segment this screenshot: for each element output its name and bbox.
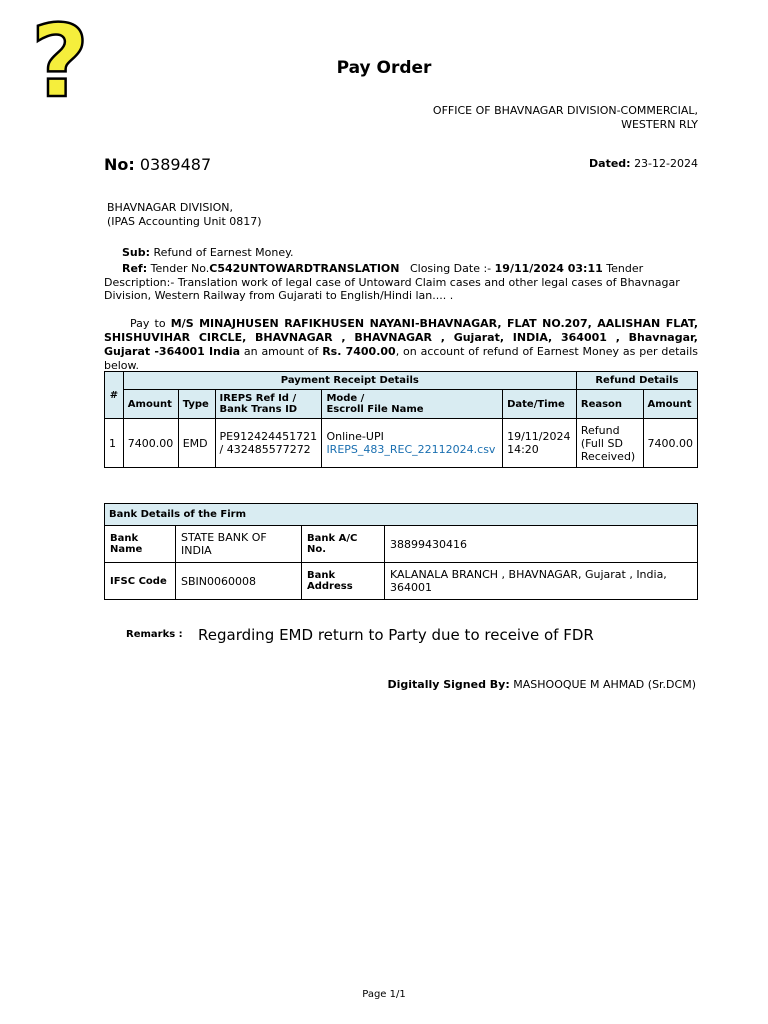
group-refund: Refund Details	[576, 372, 697, 390]
bank-account: 38899430416	[385, 526, 698, 563]
group-receipt: Payment Receipt Details	[123, 372, 576, 390]
escroll-file-link[interactable]: IREPS_483_REC_22112024.csv	[326, 443, 496, 456]
col-amount: Amount	[123, 390, 178, 419]
col-ireps: IREPS Ref Id / Bank Trans ID	[215, 390, 322, 419]
page-number: Page 1/1	[362, 989, 406, 1000]
col-reason: Reason	[576, 390, 643, 419]
page-title: Pay Order	[336, 58, 432, 78]
col-index: #	[105, 372, 124, 419]
digital-signature: Digitally Signed By: MASHOOQUE M AHMAD (Sr.DCM)	[387, 678, 696, 691]
col-datetime: Date/Time	[503, 390, 577, 419]
remarks-text: Regarding EMD return to Party due to receive of FDR	[198, 626, 594, 644]
remarks-label: Remarks :	[126, 629, 183, 640]
bank-details-table: Bank Details of the Firm Bank Name STATE BANK OF INDIA Bank A/C No. 38899430416 IFSC Code SBIN0060008 Bank Address KALANALA BRANCH , BHAVNAGAR, Gujarat , India, 364001	[104, 503, 698, 600]
col-refund-amount: Amount	[643, 390, 698, 419]
order-number: No: 0389487	[104, 155, 212, 174]
addressee: BHAVNAGAR DIVISION, (IPAS Accounting Unit 0817)	[107, 201, 262, 228]
payment-table	[104, 371, 698, 468]
bank-table-title: Bank Details of the Firm	[105, 504, 698, 526]
reference-block: Ref: Tender No.C542UNTOWARDTRANSLATION Closing Date :- 19/11/2024 03:11 Tender Description:- Translation work of legal case of Untoward Claim cases and other legal cases of Bhavnagar Division, Western Railway from Gujarati to English/Hindi lan.... .	[104, 262, 680, 302]
ifsc-code: SBIN0060008	[176, 563, 302, 600]
table-row: 1 7400.00 EMD PE912424451721 / 432485577272 Online-UPI IREPS_483_REC_22112024.csv 19/11/2024 14:20 Refund (Full SD Received) 7400.00	[105, 419, 698, 468]
col-mode: Mode / Escroll File Name	[322, 390, 503, 419]
order-date: Dated: 23-12-2024	[589, 157, 698, 170]
subject-line: Sub: Refund of Earnest Money.	[122, 246, 294, 259]
col-type: Type	[178, 390, 215, 419]
svg-text:?: ?	[30, 8, 90, 108]
bank-address: KALANALA BRANCH , BHAVNAGAR, Gujarat , India, 364001	[385, 563, 698, 600]
payment-instruction: Pay to M/S MINAJHUSEN RAFIKHUSEN NAYANI-BHAVNAGAR, FLAT NO.207, AALISHAN FLAT, SHISHUVIHAR CIRCLE, BHAVNAGAR , BHAVNAGAR , Gujarat, INDIA, 364001 , Bhavnagar, Gujarat -364001 India an amount of Rs. 7400.00, on account of refund of Earnest Money as per details below.	[104, 317, 698, 372]
bank-name: STATE BANK OF INDIA	[176, 526, 302, 563]
office-address: OFFICE OF BHAVNAGAR DIVISION-COMMERCIAL, WESTERN RLY	[432, 104, 698, 131]
